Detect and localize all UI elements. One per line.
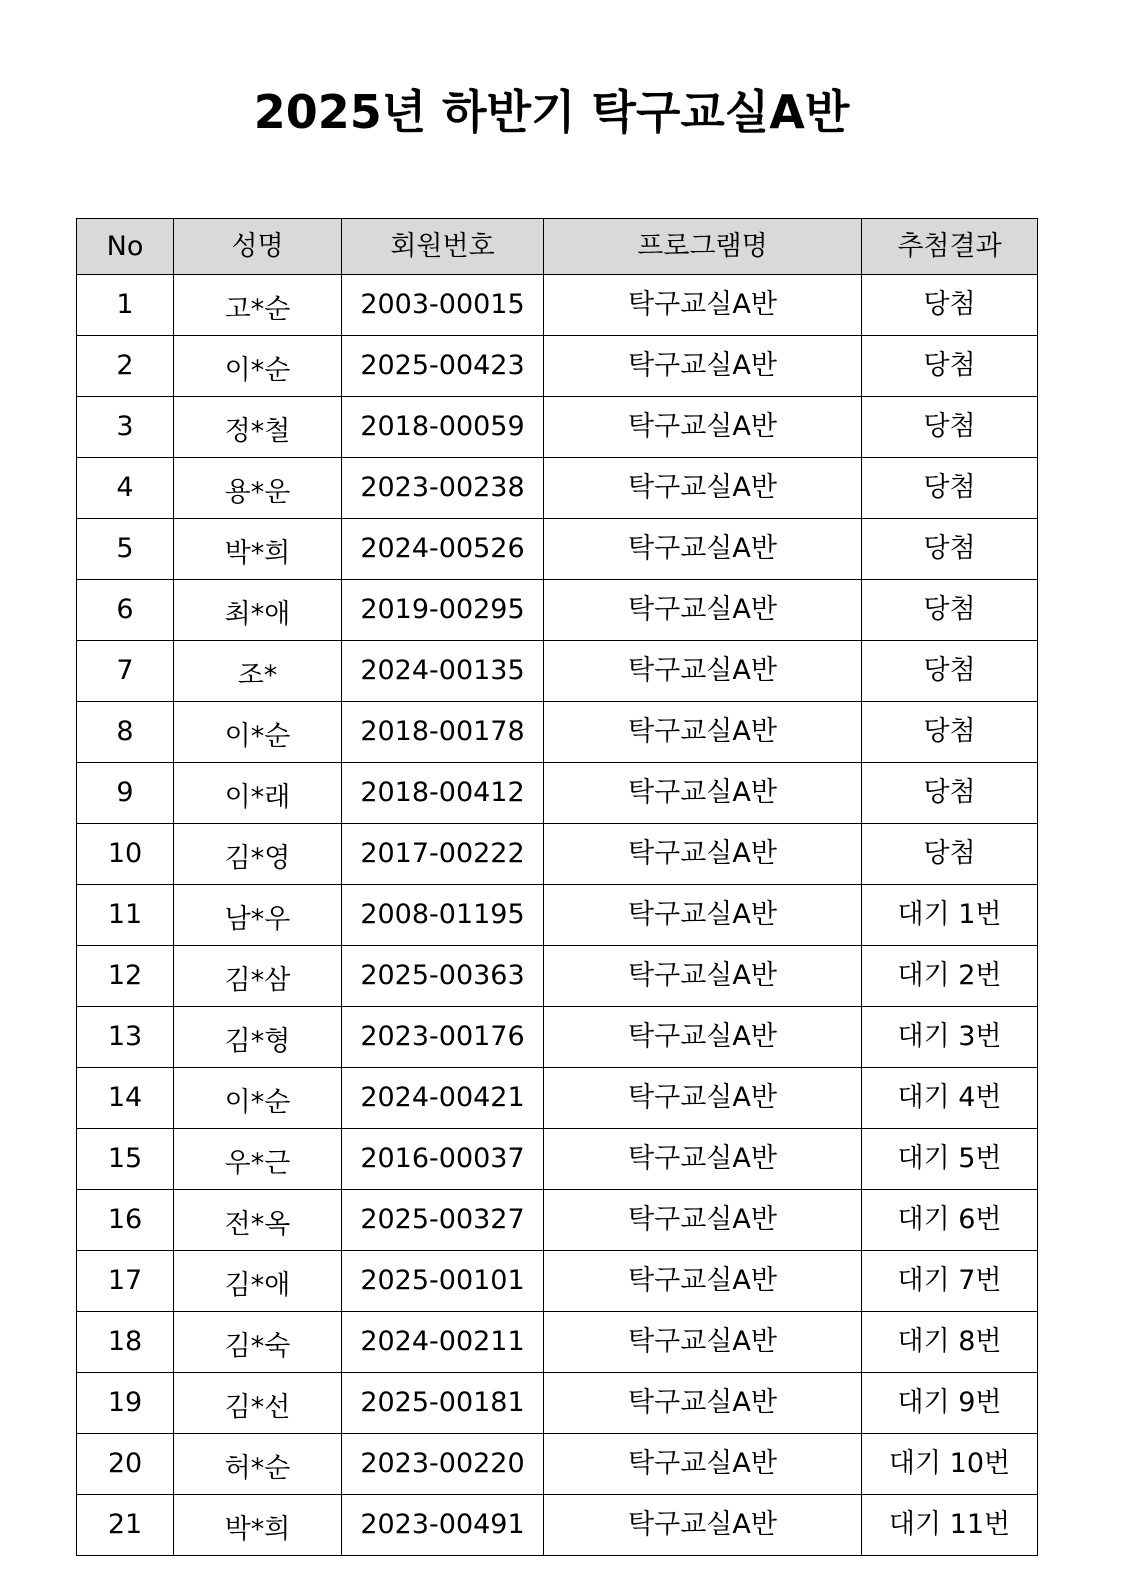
row-number-cell: 7 <box>77 641 174 702</box>
program-name-cell: 탁구교실A반 <box>544 519 862 580</box>
draw-result-cell: 대기 11번 <box>862 1495 1038 1556</box>
draw-result-cell: 대기 2번 <box>862 946 1038 1007</box>
row-number-cell: 20 <box>77 1434 174 1495</box>
program-name-cell: 탁구교실A반 <box>544 1251 862 1312</box>
program-name-cell: 탁구교실A반 <box>544 824 862 885</box>
member-name-cell: 최*애 <box>174 580 342 641</box>
program-name-cell: 탁구교실A반 <box>544 1434 862 1495</box>
column-header-member-number: 회원번호 <box>342 219 544 275</box>
member-number-cell: 2018-00412 <box>342 763 544 824</box>
member-name-cell: 고*순 <box>174 275 342 336</box>
table-row <box>77 1190 1038 1251</box>
program-name-cell: 탁구교실A반 <box>544 1129 862 1190</box>
table-row <box>77 336 1038 397</box>
row-number-cell: 21 <box>77 1495 174 1556</box>
draw-result-cell: 당첨 <box>862 580 1038 641</box>
lottery-result-table <box>76 218 1038 1556</box>
member-name-cell: 김*삼 <box>174 946 342 1007</box>
draw-result-cell: 당첨 <box>862 397 1038 458</box>
table-row <box>77 702 1038 763</box>
program-name-cell: 탁구교실A반 <box>544 1495 862 1556</box>
member-number-cell: 2016-00037 <box>342 1129 544 1190</box>
column-header-draw-result: 추첨결과 <box>862 219 1038 275</box>
program-name-cell: 탁구교실A반 <box>544 1373 862 1434</box>
member-number-cell: 2003-00015 <box>342 275 544 336</box>
table-row <box>77 458 1038 519</box>
row-number-cell: 3 <box>77 397 174 458</box>
member-name-cell: 전*옥 <box>174 1190 342 1251</box>
program-name-cell: 탁구교실A반 <box>544 702 862 763</box>
column-header-program-name: 프로그램명 <box>544 219 862 275</box>
table-row <box>77 1068 1038 1129</box>
row-number-cell: 4 <box>77 458 174 519</box>
member-name-cell: 이*순 <box>174 336 342 397</box>
member-name-cell: 조* <box>174 641 342 702</box>
member-name-cell: 김*애 <box>174 1251 342 1312</box>
member-number-cell: 2024-00421 <box>342 1068 544 1129</box>
table-row <box>77 824 1038 885</box>
table-row <box>77 519 1038 580</box>
draw-result-cell: 대기 9번 <box>862 1373 1038 1434</box>
member-name-cell: 이*래 <box>174 763 342 824</box>
program-name-cell: 탁구교실A반 <box>544 275 862 336</box>
table-row <box>77 1434 1038 1495</box>
member-number-cell: 2024-00526 <box>342 519 544 580</box>
program-name-cell: 탁구교실A반 <box>544 336 862 397</box>
member-name-cell: 김*영 <box>174 824 342 885</box>
program-name-cell: 탁구교실A반 <box>544 641 862 702</box>
draw-result-cell: 당첨 <box>862 824 1038 885</box>
column-header-name: 성명 <box>174 219 342 275</box>
row-number-cell: 10 <box>77 824 174 885</box>
table-row <box>77 946 1038 1007</box>
draw-result-cell: 대기 4번 <box>862 1068 1038 1129</box>
member-name-cell: 박*희 <box>174 1495 342 1556</box>
program-name-cell: 탁구교실A반 <box>544 763 862 824</box>
row-number-cell: 12 <box>77 946 174 1007</box>
row-number-cell: 18 <box>77 1312 174 1373</box>
row-number-cell: 9 <box>77 763 174 824</box>
member-number-cell: 2025-00181 <box>342 1373 544 1434</box>
row-number-cell: 16 <box>77 1190 174 1251</box>
row-number-cell: 6 <box>77 580 174 641</box>
row-number-cell: 19 <box>77 1373 174 1434</box>
table-row <box>77 1129 1038 1190</box>
table-row <box>77 885 1038 946</box>
row-number-cell: 8 <box>77 702 174 763</box>
draw-result-cell: 대기 6번 <box>862 1190 1038 1251</box>
member-number-cell: 2023-00491 <box>342 1495 544 1556</box>
draw-result-cell: 당첨 <box>862 702 1038 763</box>
table-row <box>77 1373 1038 1434</box>
program-name-cell: 탁구교실A반 <box>544 458 862 519</box>
member-number-cell: 2024-00135 <box>342 641 544 702</box>
draw-result-cell: 당첨 <box>862 641 1038 702</box>
program-name-cell: 탁구교실A반 <box>544 397 862 458</box>
draw-result-cell: 대기 1번 <box>862 885 1038 946</box>
page-title: 2025년 하반기 탁구교실A반 <box>253 85 850 139</box>
table-row <box>77 1312 1038 1373</box>
program-name-cell: 탁구교실A반 <box>544 1190 862 1251</box>
member-number-cell: 2019-00295 <box>342 580 544 641</box>
draw-result-cell: 당첨 <box>862 519 1038 580</box>
member-name-cell: 이*순 <box>174 1068 342 1129</box>
draw-result-cell: 대기 10번 <box>862 1434 1038 1495</box>
member-number-cell: 2023-00176 <box>342 1007 544 1068</box>
row-number-cell: 5 <box>77 519 174 580</box>
table-row <box>77 397 1038 458</box>
program-name-cell: 탁구교실A반 <box>544 1007 862 1068</box>
draw-result-cell: 대기 8번 <box>862 1312 1038 1373</box>
member-name-cell: 김*선 <box>174 1373 342 1434</box>
member-name-cell: 김*형 <box>174 1007 342 1068</box>
member-number-cell: 2017-00222 <box>342 824 544 885</box>
draw-result-cell: 당첨 <box>862 336 1038 397</box>
table-header-row <box>77 219 1038 275</box>
program-name-cell: 탁구교실A반 <box>544 885 862 946</box>
member-name-cell: 이*순 <box>174 702 342 763</box>
row-number-cell: 11 <box>77 885 174 946</box>
draw-result-cell: 대기 5번 <box>862 1129 1038 1190</box>
member-number-cell: 2024-00211 <box>342 1312 544 1373</box>
table-row <box>77 275 1038 336</box>
table-row <box>77 763 1038 824</box>
member-number-cell: 2025-00101 <box>342 1251 544 1312</box>
draw-result-cell: 당첨 <box>862 458 1038 519</box>
member-name-cell: 정*철 <box>174 397 342 458</box>
member-name-cell: 박*희 <box>174 519 342 580</box>
member-number-cell: 2018-00059 <box>342 397 544 458</box>
table-row <box>77 1495 1038 1556</box>
member-number-cell: 2023-00238 <box>342 458 544 519</box>
draw-result-cell: 당첨 <box>862 275 1038 336</box>
table-row <box>77 641 1038 702</box>
member-number-cell: 2018-00178 <box>342 702 544 763</box>
member-number-cell: 2025-00363 <box>342 946 544 1007</box>
member-number-cell: 2008-01195 <box>342 885 544 946</box>
column-header-no: No <box>77 219 174 275</box>
member-number-cell: 2025-00327 <box>342 1190 544 1251</box>
table-body <box>77 275 1038 1556</box>
table-row <box>77 1007 1038 1068</box>
row-number-cell: 2 <box>77 336 174 397</box>
member-name-cell: 남*우 <box>174 885 342 946</box>
member-name-cell: 용*운 <box>174 458 342 519</box>
member-number-cell: 2023-00220 <box>342 1434 544 1495</box>
program-name-cell: 탁구교실A반 <box>544 1312 862 1373</box>
table-row <box>77 1251 1038 1312</box>
member-name-cell: 우*근 <box>174 1129 342 1190</box>
member-number-cell: 2025-00423 <box>342 336 544 397</box>
row-number-cell: 13 <box>77 1007 174 1068</box>
row-number-cell: 1 <box>77 275 174 336</box>
row-number-cell: 17 <box>77 1251 174 1312</box>
program-name-cell: 탁구교실A반 <box>544 1068 862 1129</box>
draw-result-cell: 대기 3번 <box>862 1007 1038 1068</box>
row-number-cell: 14 <box>77 1068 174 1129</box>
member-name-cell: 김*숙 <box>174 1312 342 1373</box>
row-number-cell: 15 <box>77 1129 174 1190</box>
program-name-cell: 탁구교실A반 <box>544 946 862 1007</box>
program-name-cell: 탁구교실A반 <box>544 580 862 641</box>
member-name-cell: 허*순 <box>174 1434 342 1495</box>
draw-result-cell: 당첨 <box>862 763 1038 824</box>
draw-result-cell: 대기 7번 <box>862 1251 1038 1312</box>
table-row <box>77 580 1038 641</box>
